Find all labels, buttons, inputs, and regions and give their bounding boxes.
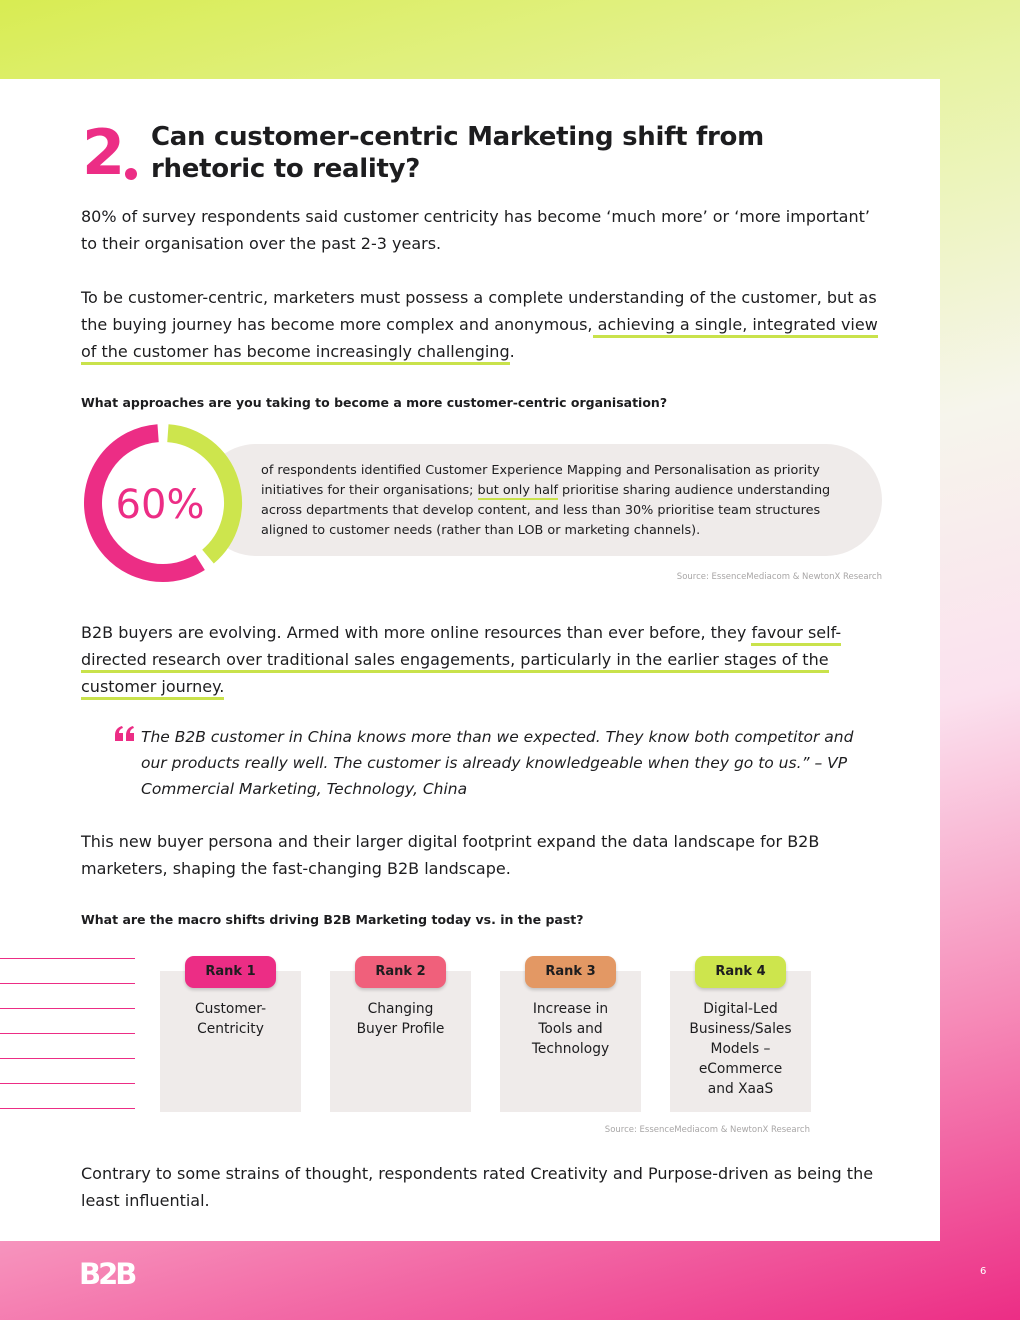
quote-mark-icon <box>113 725 137 743</box>
stat-highlight: but only half <box>477 483 558 498</box>
buyers-paragraph-text: B2B buyers are evolving. Armed with more online resources than ever before, they <box>81 623 752 642</box>
intro-paragraph-2 <box>81 284 889 365</box>
intro-paragraph-2-text: To be customer-centric, marketers must possess a complete understanding of the customer, but as the buying journey has become more complex and anonymous, <box>81 288 877 334</box>
rank-badge-2: Rank 2 <box>355 956 446 988</box>
rank-badge-4: Rank 4 <box>695 956 786 988</box>
buyers-paragraph <box>81 619 889 700</box>
intro-paragraph-1: 80% of survey respondents said customer centricity has become ‘much more’ or ‘more important’ to their organisation over the past 2-3 years. <box>81 207 870 253</box>
macro-question: What are the macro shifts driving B2B Marketing today vs. in the past? <box>81 912 584 927</box>
rank-badge-1: Rank 1 <box>185 956 276 988</box>
source-note-1: Source: EssenceMediacom & NewtonX Research <box>676 572 882 582</box>
customer-quote: The B2B customer in China knows more than we expected. They know both competitor and our products really well. The customer is already knowledgeable when they go to us.” – VP Commercial Marketing, Technology, China <box>141 728 854 798</box>
rank-text-2: Changing Buyer Profile <box>356 1001 445 1037</box>
persona-paragraph: This new buyer persona and their larger digital footprint expand the data landscape for B2B marketers, shaping the fast-changing B2B landscape. <box>81 832 820 878</box>
stat-description-end: prioritise sharing audience understanding across departments that develop content, and less than 30% prioritise team structures aligned to customer needs (rather than LOB or marketing channels). <box>261 483 831 538</box>
rank-card-2 <box>330 971 471 1112</box>
decorative-lines <box>0 958 135 1133</box>
closing-paragraph: Contrary to some strains of thought, respondents rated Creativity and Purpose-driven as being the least influential. <box>81 1164 874 1210</box>
rank-badge-3: Rank 3 <box>525 956 616 988</box>
page-number: 6 <box>980 1266 987 1277</box>
rank-text-1: Customer- Centricity <box>194 1001 267 1037</box>
approaches-question: What approaches are you taking to become a more customer-centric organisation? <box>81 395 668 410</box>
rank-text-3: Increase in Tools and Technology <box>531 1001 610 1057</box>
stat-description <box>261 461 861 541</box>
stat-donut-chart <box>82 422 244 584</box>
stat-description-start: of respondents identified Customer Experience Mapping and Personalisation as priority initiatives for their organisations; <box>261 463 820 498</box>
section-number-dot <box>125 168 137 180</box>
intro-highlight: achieving a single, integrated view of the customer has become increasingly challenging <box>81 315 878 365</box>
donut-label: 60% <box>115 482 205 528</box>
section-title: Can customer-centric Marketing shift from rhetoric to reality? <box>151 122 764 184</box>
rank-text-4: Digital-Led Business/Sales Models – eCommerce and XaaS <box>689 1001 792 1097</box>
buyers-highlight: favour self-directed research over traditional sales engagements, particularly in the earlier stages of the customer journey. <box>81 623 841 700</box>
rank-card-1 <box>160 971 301 1112</box>
b2b-logo: B2B <box>79 1257 135 1291</box>
source-note-2: Source: EssenceMediacom & NewtonX Research <box>604 1125 810 1135</box>
section-number: 2 <box>82 116 123 189</box>
intro-paragraph-2-end: . <box>509 342 515 361</box>
